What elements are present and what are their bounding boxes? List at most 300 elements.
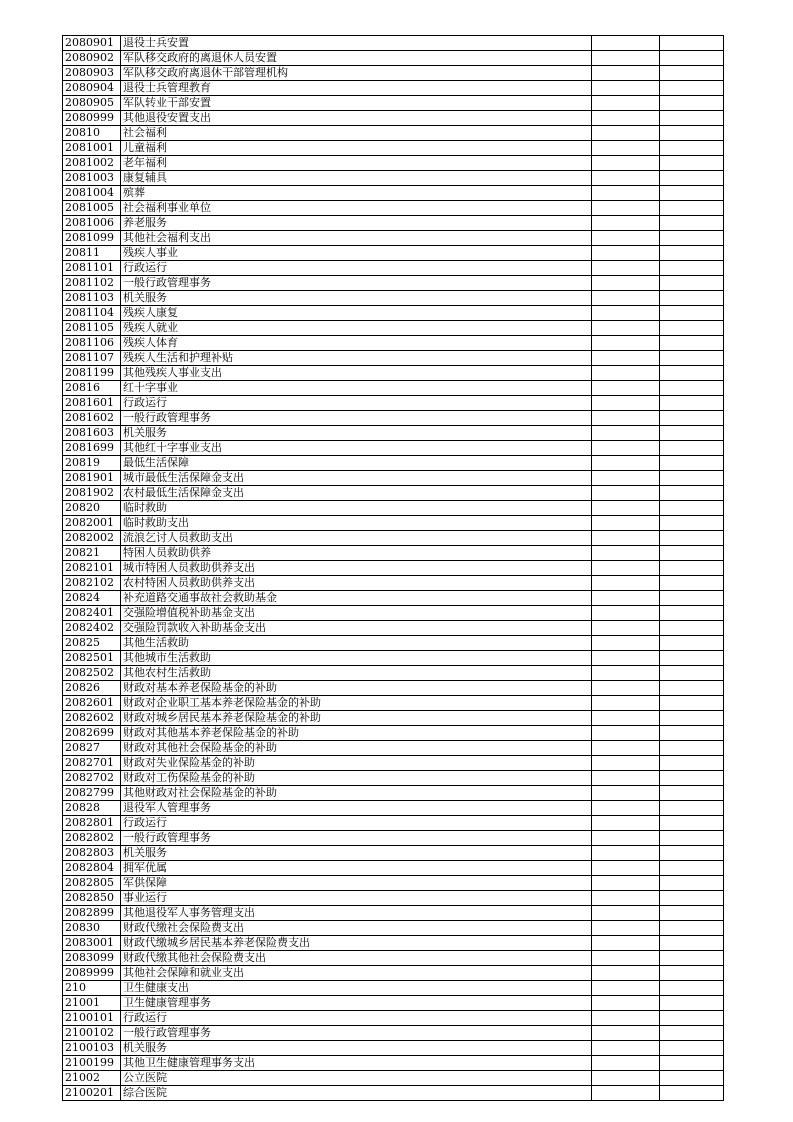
amount-cell [592, 846, 660, 861]
amount-cell [592, 771, 660, 786]
amount-cell [592, 876, 660, 891]
table-row [63, 801, 724, 816]
subject-code-cell: 2082802 [63, 831, 121, 846]
subject-code-cell: 2081107 [63, 351, 121, 366]
subject-code-cell: 2082501 [63, 651, 121, 666]
note-cell [660, 741, 724, 756]
subject-code-cell: 2081102 [63, 276, 121, 291]
note-cell [660, 516, 724, 531]
subject-code-cell: 2080901 [63, 36, 121, 51]
table-row [63, 906, 724, 921]
subject-code-cell: 2100101 [63, 1011, 121, 1026]
table-row [63, 291, 724, 306]
subject-code-cell: 2082799 [63, 786, 121, 801]
amount-cell [592, 276, 660, 291]
subject-code-cell: 2081106 [63, 336, 121, 351]
amount-cell [592, 636, 660, 651]
subject-name-cell: 一般行政管理事务 [121, 411, 592, 426]
note-cell [660, 51, 724, 66]
subject-name-cell: 其他社会福利支出 [121, 231, 592, 246]
amount-cell [592, 336, 660, 351]
subject-name-cell: 财政对城乡居民基本养老保险基金的补助 [121, 711, 592, 726]
subject-code-cell: 2081001 [63, 141, 121, 156]
amount-cell [592, 426, 660, 441]
amount-cell [592, 576, 660, 591]
note-cell [660, 201, 724, 216]
table-row [63, 771, 724, 786]
table-row [63, 981, 724, 996]
subject-name-cell: 城市特困人员救助供养支出 [121, 561, 592, 576]
subject-name-cell: 卫生健康支出 [121, 981, 592, 996]
amount-cell [592, 711, 660, 726]
amount-cell [592, 1086, 660, 1101]
subject-name-cell: 行政运行 [121, 396, 592, 411]
amount-cell [592, 1011, 660, 1026]
subject-code-cell: 2080902 [63, 51, 121, 66]
amount-cell [592, 741, 660, 756]
note-cell [660, 66, 724, 81]
note-cell [660, 576, 724, 591]
note-cell [660, 366, 724, 381]
amount-cell [592, 471, 660, 486]
subject-code-cell: 2080903 [63, 66, 121, 81]
subject-name-cell: 城市最低生活保障金支出 [121, 471, 592, 486]
note-cell [660, 456, 724, 471]
amount-cell [592, 381, 660, 396]
subject-code-cell: 2080904 [63, 81, 121, 96]
amount-cell [592, 441, 660, 456]
note-cell [660, 591, 724, 606]
subject-code-cell: 210 [63, 981, 121, 996]
note-cell [660, 321, 724, 336]
amount-cell [592, 126, 660, 141]
note-cell [660, 981, 724, 996]
table-row [63, 411, 724, 426]
subject-code-cell: 2081699 [63, 441, 121, 456]
amount-cell [592, 546, 660, 561]
subject-name-cell: 事业运行 [121, 891, 592, 906]
note-cell [660, 96, 724, 111]
subject-name-cell: 儿童福利 [121, 141, 592, 156]
table-row [63, 606, 724, 621]
note-cell [660, 831, 724, 846]
table-row [63, 231, 724, 246]
note-cell [660, 906, 724, 921]
table-row [63, 261, 724, 276]
amount-cell [592, 486, 660, 501]
table-row [63, 696, 724, 711]
note-cell [660, 666, 724, 681]
subject-name-cell: 财政代缴社会保险费支出 [121, 921, 592, 936]
subject-name-cell: 康复辅具 [121, 171, 592, 186]
subject-name-cell: 交强险增值税补助基金支出 [121, 606, 592, 621]
note-cell [660, 1026, 724, 1041]
subject-name-cell: 其他退役军人事务管理支出 [121, 906, 592, 921]
table-row [63, 561, 724, 576]
subject-code-cell: 2082701 [63, 756, 121, 771]
subject-code-cell: 2080999 [63, 111, 121, 126]
note-cell [660, 816, 724, 831]
subject-code-cell: 2080905 [63, 96, 121, 111]
subject-name-cell: 退役军人管理事务 [121, 801, 592, 816]
subject-code-cell: 2081003 [63, 171, 121, 186]
subject-code-cell: 2082805 [63, 876, 121, 891]
subject-name-cell: 交强险罚款收入补助基金支出 [121, 621, 592, 636]
amount-cell [592, 816, 660, 831]
note-cell [660, 696, 724, 711]
table-row [63, 726, 724, 741]
subject-code-cell: 20810 [63, 126, 121, 141]
table-row [63, 171, 724, 186]
table-row [63, 246, 724, 261]
subject-name-cell: 财政对失业保险基金的补助 [121, 756, 592, 771]
table-row [63, 216, 724, 231]
subject-name-cell: 拥军优属 [121, 861, 592, 876]
table-row [63, 1041, 724, 1056]
amount-cell [592, 936, 660, 951]
subject-name-cell: 其他残疾人事业支出 [121, 366, 592, 381]
subject-name-cell: 军队转业干部安置 [121, 96, 592, 111]
amount-cell [592, 756, 660, 771]
table-row [63, 321, 724, 336]
table-row [63, 306, 724, 321]
table-row [63, 126, 724, 141]
subject-name-cell: 卫生健康管理事务 [121, 996, 592, 1011]
subject-code-cell: 2082699 [63, 726, 121, 741]
table-row [63, 651, 724, 666]
table-row [63, 1011, 724, 1026]
table-row [63, 816, 724, 831]
subject-code-cell: 20821 [63, 546, 121, 561]
table-row [63, 426, 724, 441]
subject-name-cell: 养老服务 [121, 216, 592, 231]
table-row [63, 441, 724, 456]
subject-code-cell: 2081002 [63, 156, 121, 171]
subject-code-cell: 2083001 [63, 936, 121, 951]
note-cell [660, 546, 724, 561]
subject-name-cell: 残疾人就业 [121, 321, 592, 336]
subject-code-cell: 2082702 [63, 771, 121, 786]
subject-name-cell: 行政运行 [121, 1011, 592, 1026]
subject-code-cell: 2081199 [63, 366, 121, 381]
amount-cell [592, 981, 660, 996]
subject-code-cell: 2082502 [63, 666, 121, 681]
subject-name-cell: 残疾人事业 [121, 246, 592, 261]
amount-cell [592, 591, 660, 606]
note-cell [660, 621, 724, 636]
subject-name-cell: 财政对企业职工基本养老保险基金的补助 [121, 696, 592, 711]
note-cell [660, 396, 724, 411]
table-row [63, 636, 724, 651]
subject-name-cell: 一般行政管理事务 [121, 831, 592, 846]
note-cell [660, 861, 724, 876]
amount-cell [592, 861, 660, 876]
subject-name-cell: 一般行政管理事务 [121, 1026, 592, 1041]
subject-code-cell: 2082801 [63, 816, 121, 831]
amount-cell [592, 606, 660, 621]
note-cell [660, 1056, 724, 1071]
table-row [63, 681, 724, 696]
note-cell [660, 246, 724, 261]
table-row [63, 381, 724, 396]
note-cell [660, 141, 724, 156]
table-row [63, 786, 724, 801]
table-row [63, 951, 724, 966]
table-row [63, 576, 724, 591]
table-row [63, 936, 724, 951]
subject-name-cell: 临时救助 [121, 501, 592, 516]
subject-code-cell: 20819 [63, 456, 121, 471]
note-cell [660, 501, 724, 516]
amount-cell [592, 996, 660, 1011]
table-row [63, 66, 724, 81]
note-cell [660, 1086, 724, 1101]
subject-code-cell: 2082101 [63, 561, 121, 576]
amount-cell [592, 891, 660, 906]
subject-code-cell: 2081601 [63, 396, 121, 411]
table-row [63, 1026, 724, 1041]
table-row [63, 876, 724, 891]
note-cell [660, 216, 724, 231]
subject-code-cell: 20816 [63, 381, 121, 396]
subject-name-cell: 其他农村生活救助 [121, 666, 592, 681]
note-cell [660, 966, 724, 981]
note-cell [660, 381, 724, 396]
note-cell [660, 351, 724, 366]
table-row [63, 456, 724, 471]
table-row [63, 711, 724, 726]
amount-cell [592, 246, 660, 261]
subject-name-cell: 红十字事业 [121, 381, 592, 396]
amount-cell [592, 681, 660, 696]
note-cell [660, 441, 724, 456]
table-row [63, 96, 724, 111]
subject-code-cell: 2082402 [63, 621, 121, 636]
subject-name-cell: 机关服务 [121, 426, 592, 441]
table-row [63, 501, 724, 516]
table-row [63, 81, 724, 96]
subject-code-cell: 2082002 [63, 531, 121, 546]
subject-name-cell: 特困人员救助供养 [121, 546, 592, 561]
subject-name-cell: 残疾人康复 [121, 306, 592, 321]
amount-cell [592, 1071, 660, 1086]
subject-name-cell: 军队移交政府的离退休人员安置 [121, 51, 592, 66]
subject-name-cell: 最低生活保障 [121, 456, 592, 471]
subject-code-cell: 2081101 [63, 261, 121, 276]
subject-name-cell: 农村最低生活保障金支出 [121, 486, 592, 501]
subject-code-cell: 2100103 [63, 1041, 121, 1056]
subject-code-cell: 2082102 [63, 576, 121, 591]
subject-code-cell: 2100201 [63, 1086, 121, 1101]
note-cell [660, 891, 724, 906]
amount-cell [592, 786, 660, 801]
table-row [63, 831, 724, 846]
table-row [63, 516, 724, 531]
note-cell [660, 846, 724, 861]
note-cell [660, 561, 724, 576]
table-row [63, 546, 724, 561]
note-cell [660, 126, 724, 141]
subject-name-cell: 行政运行 [121, 261, 592, 276]
amount-cell [592, 216, 660, 231]
subject-name-cell: 军队移交政府离退休干部管理机构 [121, 66, 592, 81]
subject-code-cell: 2081105 [63, 321, 121, 336]
subject-code-cell: 21002 [63, 1071, 121, 1086]
table-row [63, 756, 724, 771]
note-cell [660, 336, 724, 351]
subject-code-cell: 2081901 [63, 471, 121, 486]
amount-cell [592, 1041, 660, 1056]
amount-cell [592, 51, 660, 66]
table-row [63, 741, 724, 756]
subject-name-cell: 殡葬 [121, 186, 592, 201]
subject-name-cell: 财政代缴其他社会保险费支出 [121, 951, 592, 966]
subject-code-cell: 20828 [63, 801, 121, 816]
subject-name-cell: 财政对工伤保险基金的补助 [121, 771, 592, 786]
table-row [63, 396, 724, 411]
note-cell [660, 711, 724, 726]
amount-cell [592, 321, 660, 336]
note-cell [660, 1041, 724, 1056]
subject-name-cell: 社会福利 [121, 126, 592, 141]
subject-code-cell: 2100102 [63, 1026, 121, 1041]
amount-cell [592, 306, 660, 321]
note-cell [660, 996, 724, 1011]
amount-cell [592, 726, 660, 741]
table-row [63, 51, 724, 66]
amount-cell [592, 231, 660, 246]
note-cell [660, 726, 724, 741]
budget-table-body [63, 36, 724, 1101]
subject-code-cell: 20830 [63, 921, 121, 936]
subject-code-cell: 2081602 [63, 411, 121, 426]
subject-name-cell: 退役士兵管理教育 [121, 81, 592, 96]
subject-name-cell: 其他城市生活救助 [121, 651, 592, 666]
subject-code-cell: 20811 [63, 246, 121, 261]
subject-code-cell: 2082899 [63, 906, 121, 921]
subject-code-cell: 2082602 [63, 711, 121, 726]
note-cell [660, 471, 724, 486]
amount-cell [592, 1026, 660, 1041]
table-row [63, 966, 724, 981]
table-row [63, 1086, 724, 1101]
amount-cell [592, 456, 660, 471]
note-cell [660, 786, 724, 801]
budget-table [62, 35, 724, 1101]
subject-name-cell: 退役士兵安置 [121, 36, 592, 51]
note-cell [660, 651, 724, 666]
subject-code-cell: 2081103 [63, 291, 121, 306]
subject-name-cell: 补充道路交通事故社会救助基金 [121, 591, 592, 606]
note-cell [660, 606, 724, 621]
subject-code-cell: 2081104 [63, 306, 121, 321]
subject-code-cell: 2089999 [63, 966, 121, 981]
subject-name-cell: 其他生活救助 [121, 636, 592, 651]
note-cell [660, 876, 724, 891]
subject-code-cell: 20825 [63, 636, 121, 651]
amount-cell [592, 516, 660, 531]
amount-cell [592, 921, 660, 936]
subject-name-cell: 农村特困人员救助供养支出 [121, 576, 592, 591]
amount-cell [592, 621, 660, 636]
subject-code-cell: 2082850 [63, 891, 121, 906]
subject-name-cell: 残疾人体育 [121, 336, 592, 351]
amount-cell [592, 261, 660, 276]
amount-cell [592, 951, 660, 966]
table-row [63, 1056, 724, 1071]
note-cell [660, 681, 724, 696]
amount-cell [592, 831, 660, 846]
amount-cell [592, 561, 660, 576]
subject-name-cell: 其他卫生健康管理事务支出 [121, 1056, 592, 1071]
note-cell [660, 801, 724, 816]
note-cell [660, 531, 724, 546]
amount-cell [592, 36, 660, 51]
subject-code-cell: 20820 [63, 501, 121, 516]
subject-name-cell: 机关服务 [121, 1041, 592, 1056]
table-row [63, 486, 724, 501]
table-row [63, 111, 724, 126]
note-cell [660, 771, 724, 786]
subject-code-cell: 2081006 [63, 216, 121, 231]
subject-name-cell: 财政对其他基本养老保险基金的补助 [121, 726, 592, 741]
amount-cell [592, 351, 660, 366]
amount-cell [592, 111, 660, 126]
subject-code-cell: 20827 [63, 741, 121, 756]
table-row [63, 846, 724, 861]
amount-cell [592, 66, 660, 81]
table-row [63, 891, 724, 906]
table-row [63, 666, 724, 681]
table-row [63, 336, 724, 351]
subject-code-cell: 2081005 [63, 201, 121, 216]
note-cell [660, 291, 724, 306]
note-cell [660, 636, 724, 651]
subject-code-cell: 20826 [63, 681, 121, 696]
subject-code-cell: 21001 [63, 996, 121, 1011]
table-row [63, 276, 724, 291]
amount-cell [592, 186, 660, 201]
subject-name-cell: 机关服务 [121, 846, 592, 861]
subject-code-cell: 2100199 [63, 1056, 121, 1071]
note-cell [660, 156, 724, 171]
subject-code-cell: 2082401 [63, 606, 121, 621]
table-row [63, 36, 724, 51]
amount-cell [592, 501, 660, 516]
subject-name-cell: 公立医院 [121, 1071, 592, 1086]
amount-cell [592, 966, 660, 981]
table-row [63, 921, 724, 936]
table-row [63, 531, 724, 546]
table-row [63, 366, 724, 381]
subject-code-cell: 2082601 [63, 696, 121, 711]
subject-name-cell: 老年福利 [121, 156, 592, 171]
note-cell [660, 36, 724, 51]
table-row [63, 156, 724, 171]
subject-name-cell: 财政对基本养老保险基金的补助 [121, 681, 592, 696]
note-cell [660, 411, 724, 426]
table-row [63, 201, 724, 216]
amount-cell [592, 1056, 660, 1071]
amount-cell [592, 651, 660, 666]
note-cell [660, 756, 724, 771]
note-cell [660, 426, 724, 441]
subject-code-cell: 2081603 [63, 426, 121, 441]
table-row [63, 591, 724, 606]
note-cell [660, 1011, 724, 1026]
subject-code-cell: 2082803 [63, 846, 121, 861]
subject-name-cell: 社会福利事业单位 [121, 201, 592, 216]
